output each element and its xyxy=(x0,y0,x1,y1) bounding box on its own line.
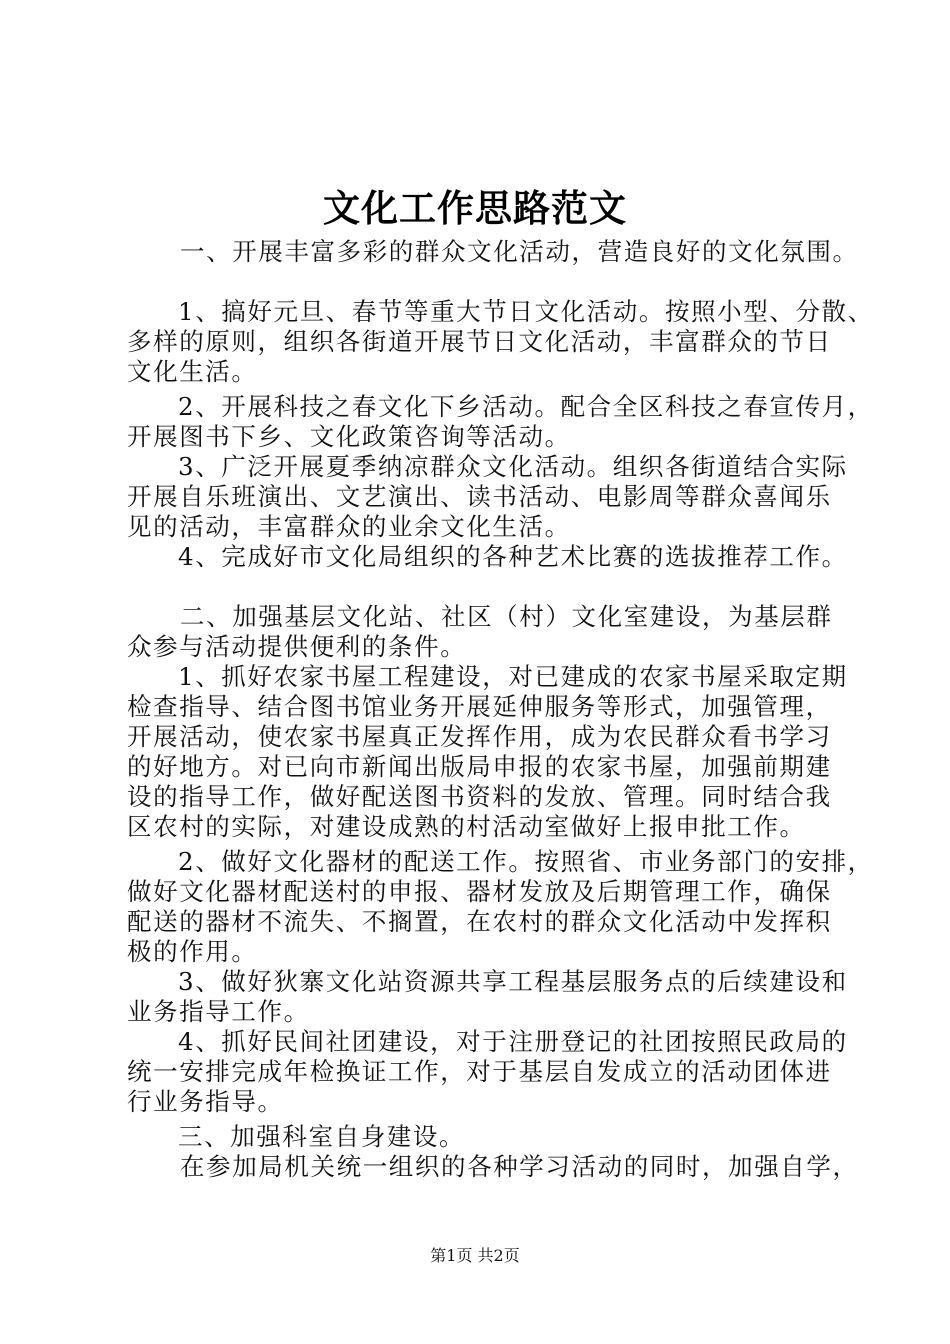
paragraph-line: 开展自乐班演出、文艺演出、读书活动、电影周等群众喜闻乐 xyxy=(127,482,832,511)
paragraph-line: 文化生活。 xyxy=(127,357,258,386)
paragraph-line: 极的作用。 xyxy=(127,937,258,966)
paragraph-line: 3、广泛开展夏季纳凉群众文化活动。组织各街道结合实际 xyxy=(178,452,848,481)
paragraph-line: 设的指导工作，做好配送图书资料的发放、管理。同时结合我 xyxy=(127,782,832,811)
paragraph-line: 1、搞好元旦、春节等重大节日文化活动。按照小型、分散、 xyxy=(178,297,874,326)
paragraph-line: 见的活动，丰富群众的业余文化生活。 xyxy=(127,512,571,541)
paragraph-line: 2、开展科技之春文化下乡活动。配合全区科技之春宣传月， xyxy=(178,392,874,421)
paragraph-line: 3、做好狄寨文化站资源共享工程基层服务点的后续建设和 xyxy=(178,967,848,996)
paragraph-line: 1、抓好农家书屋工程建设，对已建成的农家书屋采取定期 xyxy=(178,662,848,691)
paragraph-line: 统一安排完成年检换证工作，对于基层自发成立的活动团体进 xyxy=(127,1057,832,1086)
paragraph-line: 行业务指导。 xyxy=(127,1087,284,1116)
paragraph-line: 在参加局机关统一组织的各种学习活动的同时，加强自学， xyxy=(180,1152,859,1181)
paragraph-line: 众参与活动提供便利的条件。 xyxy=(127,632,467,661)
paragraph-line: 业务指导工作。 xyxy=(127,997,310,1026)
paragraph-line: 开展活动，使农家书屋真正发挥作用，成为农民群众看书学习 xyxy=(127,722,832,751)
paragraph-line: 4、抓好民间社团建设，对于注册登记的社团按照民政局的 xyxy=(178,1027,848,1056)
paragraph-line: 的好地方。对已向市新闻出版局申报的农家书屋，加强前期建 xyxy=(127,752,832,781)
paragraph-line: 4、完成好市文化局组织的各种艺术比赛的选拔推荐工作。 xyxy=(178,542,848,571)
section-heading-3: 三、加强科室自身建设。 xyxy=(178,1122,466,1151)
paragraph-line: 做好文化器材配送村的申报、器材发放及后期管理工作，确保 xyxy=(127,877,832,906)
document-title: 文化工作思路范文 xyxy=(323,186,627,230)
paragraph-line: 区农村的实际，对建设成熟的村活动室做好上报申批工作。 xyxy=(127,812,806,841)
paragraph-line: 多样的原则，组织各街道开展节日文化活动，丰富群众的节日 xyxy=(127,327,832,356)
paragraph-line: 配送的器材不流失、不搁置，在农村的群众文化活动中发挥积 xyxy=(127,907,832,936)
section-heading-2: 二、加强基层文化站、社区（村）文化室建设，为基层群 xyxy=(180,602,833,631)
page-number-footer: 第1页 共2页 xyxy=(430,1246,520,1265)
paragraph-line: 开展图书下乡、文化政策咨询等活动。 xyxy=(127,422,571,451)
paragraph-line: 2、做好文化器材的配送工作。按照省、市业务部门的安排， xyxy=(178,847,874,876)
paragraph-line: 检查指导、结合图书馆业务开展延伸服务等形式，加强管理， xyxy=(127,692,832,721)
section-heading-1: 一、开展丰富多彩的群众文化活动，营造良好的文化氛围。 xyxy=(180,237,859,266)
